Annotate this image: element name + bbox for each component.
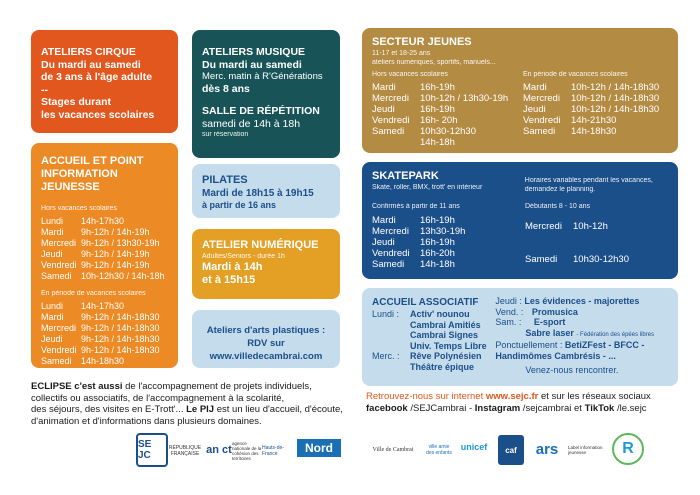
plastiques-line2: RDV sur [247,338,285,349]
skate-debutants-merc: Mercredi 10h-12h [525,221,608,232]
assoc-jeudi-label: Jeudi : [495,296,522,306]
jeunes-sub2: ateliers numériques, sportifs, manuels... [372,59,496,66]
hours-value: 14h-17h30 [81,301,125,311]
hours-value: 9h-12h / 14h-18h30 [81,312,160,322]
jeunes-sub1: 11-17 et 18-25 ans [372,50,431,57]
numerique-line2: et à 15h15 [202,274,256,286]
pilates-title: PILATES [202,174,248,186]
skate-title: SKATEPARK [372,170,439,182]
card-ateliers-musique [192,30,340,158]
schedule-row [523,82,668,93]
hours-value: 14h-18h [420,259,455,270]
musique-line2: Merc. matin à R'Générations [202,71,323,82]
hours-value: 16h-19h [420,104,455,115]
schedule-row [41,301,168,312]
hours-value: 14h-18h30 [571,126,617,137]
caf-logo: caf [498,435,524,465]
schedule-row [372,104,517,115]
schedule-row [41,356,168,367]
pij-title1: ACCUEIL ET POINT [41,155,144,167]
assoc-merc-item: Rêve Polynésien [410,351,482,361]
hours-value: 9h-12h / 14h-18h30 [81,345,160,355]
card-ateliers-cirque [31,30,178,133]
schedule-row [372,126,517,137]
instagram-link[interactable]: Instagram [474,402,521,414]
day-label: Mardi [41,312,64,322]
day-label: Mardi [372,215,396,226]
hours-value: 9h-12h / 14h-19h [81,227,150,237]
schedule-row [41,216,168,227]
card-accueil-associatif [362,288,678,386]
ars-logo: ars [535,440,559,458]
schedule-row [41,227,168,238]
plastiques-link[interactable]: www.villedecambrai.com [209,351,323,362]
tiktok-link[interactable]: TikTok [584,402,615,414]
assoc-lundi-item: Activ' nounou [410,309,470,319]
anct-logo-text: agence nationale de la cohésion des territoires [232,441,262,461]
musique-line1: Du mardi au samedi [202,58,302,71]
hours-value: 10h-12h30 / 14h-18h [81,271,165,281]
schedule-row [372,137,517,148]
hours-value: 10h30-12h30 [420,126,476,137]
schedule-row [41,345,168,356]
pij-schedule-vacances [41,301,168,367]
cirque-line4: Stages durant [41,96,112,108]
day-label: Vendredi [372,115,410,126]
hours-value: 10h-12h / 14h-18h30 [571,104,660,115]
cirque-line5: les vacances scolaires [41,108,155,121]
schedule-row [372,248,515,259]
sejc-logo: SE JC [136,433,168,467]
day-label: Mercredi [41,238,77,248]
pilates-age: à partir de 16 ans [202,200,277,210]
schedule-row [41,271,168,282]
hours-value: 14h-17h30 [81,216,125,226]
pij-hors-title: Hors vacances scolaires [41,205,117,212]
hours-value: 9h-12h / 14h-19h [81,249,150,259]
skate-note2: demandez le planning. [524,186,596,193]
day-label: Mardi [41,227,64,237]
card-pilates [192,164,340,218]
republique-francaise-logo: RÉPUBLIQUE FRANÇAISE [168,445,202,457]
repetition-hours: samedi de 14h à 18h [202,117,301,130]
plastiques-line1: Ateliers d'arts plastiques : [206,325,326,336]
cirque-line3: -- [41,83,48,96]
hours-value: 13h30-19h [420,226,466,237]
assoc-sam-item: Sabre laser [525,327,574,338]
schedule-row [372,215,515,226]
skate-col2-title: Débutants 8 - 10 ans [525,203,590,210]
schedule-row [41,334,168,345]
assoc-ponct-label: Ponctuellement : [495,340,563,350]
assoc-vend-item: Promusica [531,306,578,317]
schedule-row [41,312,168,323]
hours-value: 9h-12h / 13h30-19h [81,238,160,248]
hours-value: 9h-12h / 14h-18h30 [81,323,160,333]
jeunes-schedule-vacances [523,82,668,137]
day-label [372,137,420,148]
schedule-row [523,104,668,115]
hauts-de-france-logo: Hauts-de-France [262,445,284,457]
hours-value: 10h-12h / 14h-18h30 [571,82,660,93]
pilates-hours: Mardi de 18h15 à 19h15 [202,188,314,199]
card-arts-plastiques [192,310,340,368]
day-label: Lundi [41,301,64,311]
hours-value: 16h-20h [420,248,455,259]
day-label: Samedi [41,356,72,366]
label-information-jeunesse-logo: Label information jeunesse [568,445,603,455]
eclipse-paragraph: ECLIPSE c'est aussi de l'accompagnement de projets individuels, collectifs ou associatifs, de l'accompagnement à la scolarité, des séjours, des visites en E-Trott'... Le PIJ est un lieu d'accueil, d'écoute, d'animation et d'informations dans plusieurs domaines. [31,381,343,427]
repetition-note: sur réservation [202,131,249,138]
day-label: Jeudi [372,104,395,115]
numerique-sub: Adultes/Seniors - durée 1h [202,253,285,260]
assoc-title: ACCUEIL ASSOCIATIF [372,297,479,308]
hours-value: 16h-19h [420,82,455,93]
skate-col1-title: Confirmés à partir de 11 ans [372,203,460,210]
facebook-link[interactable]: facebook [366,402,408,414]
day-label: Jeudi [523,104,546,115]
cirque-line2: de 3 ans à l'âge adulte [41,71,153,83]
assoc-sam-note: - Fédération des épées libres [576,331,655,338]
skate-note1: Horaires variables pendant les vacances, [524,177,653,184]
hours-value: 14h-18h30 [81,356,125,366]
day-label: Jeudi [41,249,63,259]
schedule-row [523,115,668,126]
ville-de-cambrai-logo: Ville de Cambrai [372,447,414,453]
card-skatepark [362,162,678,279]
day-label: Vendredi [41,345,77,355]
schedule-row [41,238,168,249]
anct-logo: an ct [206,444,232,456]
pij-schedule-hors [41,216,168,282]
hours-value: 10h-12h / 13h30-19h [420,93,509,104]
hours-value: 16h-19h [420,237,455,248]
assoc-ponct-item2: Handimômes Cambrésis - ... [495,350,616,361]
jeunes-schedule-hors [372,82,517,148]
skate-sub: Skate, roller, BMX, trott' en intérieur [372,184,483,191]
day-label: Lundi [41,216,64,226]
schedule-row [41,323,168,334]
website-link[interactable]: www.sejc.fr [485,391,539,402]
assoc-lundi-item: Cambrai Signes [410,330,479,340]
day-label: Vendredi [372,248,410,259]
ville-amie-enfants-logo: ville amie des enfants [426,444,452,456]
jeunes-title: SECTEUR JEUNES [372,36,472,48]
schedule-row [523,126,668,137]
schedule-row [41,260,168,271]
day-label: Jeudi [41,334,63,344]
hours-value: 9h-12h / 14h-19h [81,260,150,270]
assoc-ponct-item: BetiZFest - BFCC - [564,340,645,350]
day-label: Samedi [523,126,556,137]
schedule-row [41,249,168,260]
numerique-title: ATELIER NUMÉRIQUE [202,239,319,251]
hours-value: 16h-19h [420,215,455,226]
assoc-rencontre: Venez-nous rencontrer. [525,365,619,375]
assoc-sam-label: Sam. : [495,317,522,327]
day-label: Vendredi [41,260,77,270]
day-label: Mercredi [372,93,409,104]
assoc-merc-label: Merc. : [372,351,400,361]
schedule-row [372,115,517,126]
day-label: Samedi [372,126,405,137]
pij-title2: INFORMATION JEUNESSE [41,168,118,193]
assoc-lundi-item: Univ. Temps Libre [410,340,487,351]
pij-vac-title: En période de vacances scolaires [41,290,146,297]
schedule-row [372,237,515,248]
assoc-merc-item: Théâtre épique [410,361,475,372]
day-label: Mercredi [523,93,560,104]
nord-logo: Nord [297,439,341,457]
assoc-jeudi-item: Les évidences - majorettes [524,296,640,306]
musique-title: ATELIERS MUSIQUE [202,46,306,58]
day-label: Samedi [41,271,72,281]
assoc-sam-item: E-sport [533,317,566,327]
day-label: Mercredi [372,226,409,237]
schedule-row [372,226,515,237]
jeunes-col2-title: En période de vacances scolaires [523,71,628,78]
partner-logos [0,431,700,471]
skate-schedule-confirmes [372,215,515,270]
jeunes-col1-title: Hors vacances scolaires [372,71,448,78]
cirque-line1: Du mardi au samedi [41,58,141,71]
day-label: Mercredi [41,323,77,333]
day-label: Mardi [523,82,547,93]
repetition-title: SALLE DE RÉPÉTITION [202,105,320,117]
card-accueil-pij [31,143,178,368]
skate-debutants-sam: Samedi 10h30-12h30 [525,254,629,265]
schedule-row [523,93,668,104]
hours-value: 14h-18h [420,137,455,148]
numerique-line1: Mardi à 14h [202,261,263,273]
card-secteur-jeunes [362,28,678,153]
day-label: Mardi [372,82,396,93]
day-label: Samedi [372,259,405,270]
unicef-logo: unicef [460,442,488,452]
hours-value: 9h-12h / 14h-18h30 [81,334,160,344]
day-label: Vendredi [523,115,561,126]
assoc-lundi-label: Lundi : [372,309,400,319]
day-label: Jeudi [372,237,395,248]
cr-logo: R [612,433,644,465]
musique-line3: dès 8 ans [202,82,250,95]
assoc-vend-label: Vend. : [495,306,524,317]
web-social-paragraph: Retrouvez-nous sur internet www.sejc.fr et sur les réseaux sociaux facebook /SEJCambrai - Instagram /sejcambrai et TikTok /le.sejc [366,391,651,414]
schedule-row [372,259,515,270]
assoc-lundi-item: Cambrai Amitiés [410,319,481,330]
card-atelier-numerique [192,229,340,299]
schedule-row [372,82,517,93]
schedule-row [372,93,517,104]
hours-value: 14h-21h30 [571,115,617,126]
hours-value: 16h- 20h [420,115,458,126]
hours-value: 10h-12h / 14h-18h30 [571,93,660,104]
cirque-title: ATELIERS CIRQUE [41,46,136,58]
